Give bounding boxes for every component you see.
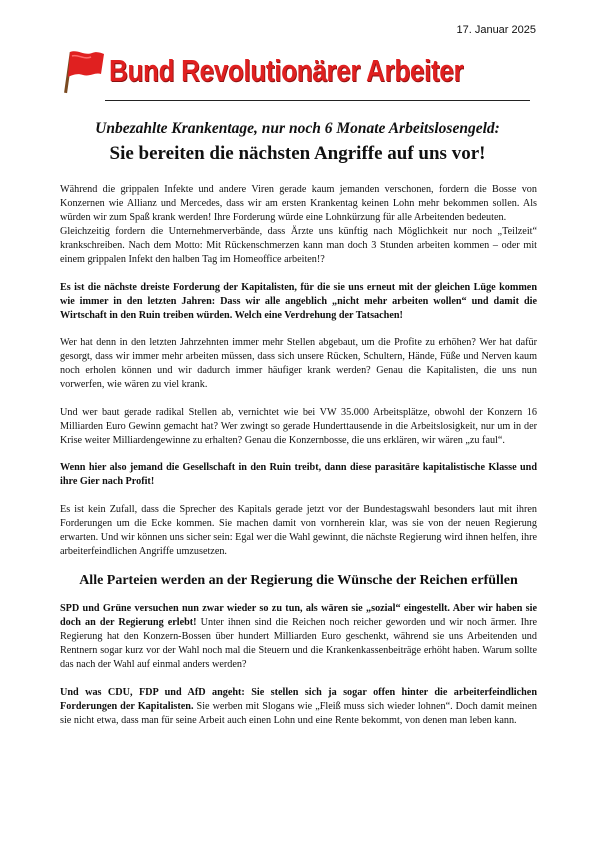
red-flag-icon	[60, 48, 106, 94]
paragraph-6: Wenn hier also jemand die Gesellschaft in den Ruin treibt, dann diese parasitäre kapitalistische Klasse und ihre Gier nach Profit!	[60, 462, 537, 487]
paragraph-5: Und wer baut gerade radikal Stellen ab, vernichtet wie bei VW 35.000 Arbeitsplätze, obwohl der Konzern 16 Milliarden Euro Gewinn gemacht hat? Wer zwingt so gerade Hunderttausende in die Arbeitslosigkeit, nur um in der Krise weiter Milliardengewinne zu erhalten? Genau die Konzernbosse, die uns erklären, wir wären „zu faul“.	[60, 406, 537, 446]
paragraph-7: Es ist kein Zufall, dass die Sprecher des Kapitals gerade jetzt vor der Bundestagswahl besonders laut mit ihren Forderungen um die Ecke kommen. Sie machen damit von vornherein klar, was sie von der neuen Regierung erwarten. Und wir können uns sicher sein: Egal wer die Wahl gewinnt, die nächste Regierung wird ihnen helfen, ihre arbeiterfeindlichen Angriffe umzusetzen.	[60, 503, 537, 557]
paragraph-8	[60, 602, 537, 672]
paragraph-4: Wer hat denn in den letzten Jahrzehnten immer mehr Stellen abgebaut, um die Profite zu erhöhen? Wer hat dafür gesorgt, dass wir immer mehr arbeiten müssen, dass sich unsere Rücken, Schultern, Hände, Füße und Nerven kaum noch erholen können und wir dadurch immer häufiger krank werden? Genau die Kapitalisten, die uns nun vorwerfen, wie wären zu viel krank.	[60, 337, 537, 390]
article-title: Sie bereiten die nächsten Angriffe auf uns vor!	[109, 143, 486, 164]
issue-date: 17. Januar 2025	[456, 24, 536, 36]
section-heading: Alle Parteien werden an der Regierung die Wünsche der Reichen erfüllen	[79, 573, 518, 588]
organization-name: Bund Revolutionärer Arbeiter	[109, 53, 464, 88]
paragraph-9-lead: Und was CDU, FDP und AfD angeht: Sie stellen sich ja sogar offen hinter die arbeiterfeindlichen Forderungen der Kapitalisten.	[60, 686, 537, 712]
article-body	[60, 183, 537, 741]
masthead-divider	[105, 100, 530, 101]
paragraph-8-text: Unter ihnen sind die Reichen noch reicher geworden und wir noch ärmer. Ihre Regierung hat den Konzern-Bossen über hundert Milliarden Euro geschenkt, während sie uns Arbeitenden und Rentnern sogar kurz vor der Wahl noch mal die Steuern und die Krankenkassenbeiträge erhöht haben. Warum sollte das nach der Wahl auf einmal anders werden?	[60, 617, 537, 670]
paragraph-1: Während die grippalen Infekte und andere Viren gerade kaum jemanden verschonen, fordern die Bosse von Konzernen wie Allianz und Mercedes, dass wir am ersten Krankentag keinen Lohn mehr bekommen sollen. Als würden wir zum Spaß krank werden! Ihre Forderung würde eine Lohnkürzung für alle Arbeitenden bedeuten.	[60, 184, 537, 223]
article-subtitle: Unbezahlte Krankentage, nur noch 6 Monate Arbeitslosengeld:	[95, 120, 500, 137]
paragraph-9	[60, 686, 537, 728]
paragraph-8-lead: SPD und Grüne versuchen nun zwar wieder so zu tun, als wären sie „sozial“ eingestellt. Aber wir haben sie doch an der Regierung erlebt!	[60, 603, 537, 628]
paragraph-2: Gleichzeitig fordern die Unternehmerverbände, dass Ärzte uns künftig nach Möglichkeit nur noch „Teilzeit“ krankschreiben. Nach dem Motto: Mit Rückenschmerzen kann man doch 3 Stunden arbeiten kommen – oder mit einem grippalen Infekt den halben Tag im Homeoffice arbeiten!?	[60, 226, 537, 265]
paragraph-9-text: Sie werben mit Slogans wie „Fleiß muss sich wieder lohnen“. Doch damit meinen sie nicht etwa, dass man für seine Arbeit auch einen Lohn und eine Rente bekommt, von denen man leben kann.	[60, 700, 537, 726]
masthead	[60, 48, 540, 94]
paragraph-3: Es ist die nächste dreiste Forderung der Kapitalisten, für die sie uns erneut mit der gleichen Lüge kommen wie immer in den letzten Jahren: Dass wir alle angeblich „nicht mehr arbeiten wollen“ und damit die Wirtschaft in den Ruin treiben würden. Welch eine Verdrehung der Tatsachen!	[60, 281, 537, 321]
